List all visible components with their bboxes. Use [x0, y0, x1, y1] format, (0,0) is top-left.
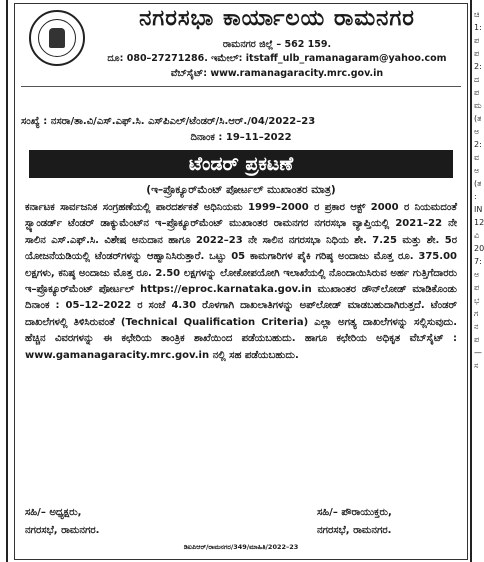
contact-line: ದೂ: 080–27271286. ಇಮೇಲ್: itstaff_ulb_ramanagaram@yahoo.com [107, 53, 447, 64]
dipr-reference-code: ಡಿಐಪಿಆರ್/ರಾಮನಗರ/349/ಮಾಹಿತಿ/2022–23 [183, 543, 299, 551]
side-fragment: ಮ [474, 101, 482, 110]
side-fragment: ಪ [474, 49, 480, 58]
notice-body: ಕರ್ನಾಟಕ ಸಾರ್ವಜನಿಕ ಸಂಗ್ರಹಣೆಯಲ್ಲಿ ಪಾರದರ್ಶಕತೆ ಅಧಿನಿಯಮ 1999–2000 ರ ಪ್ರಕಾರ ಆಕ್ಟ್ 2000 ರ ನಿಯಮದಂತೆ ಸ್ಟ್ಯಾಂಡರ್ಡ್ ಟೆಂಡರ್ ಡಾಕ್ಯುಮೆಂಟ್‌ನ ಇ–ಪ್ರೊಕ್ಯೂರ್‌ಮೆಂಟ್ ಮುಖಾಂತರ ರಾಮನಗರ ನಗರಸಭಾ ವ್ಯಾಪ್ತಿಯಲ್ಲಿ 2021–22 ನೇ ಸಾಲಿನ ಎಸ್.ಎಫ್.ಸಿ. ವಿಶೇಷ ಅನುದಾನ ಹಾಗೂ 2022–23 ನೇ ಸಾಲಿನ ನಗರಸಭಾ ನಿಧಿಯ ಶೇ. 7.25 ಮತ್ತು ಶೇ. 5ರ ಯೋಜನೆಯಡಿಯಲ್ಲಿ ಟೆಂಡರ್‌ಗಳನ್ನು ಆಹ್ವಾನಿಸಿರುತ್ತಾರೆ. ಒಟ್ಟು 05 ಕಾಮಗಾರಿಗಳ ಪೈಕಿ ಗರಿಷ್ಠ ಅಂದಾಜು ಮೊತ್ತ ರೂ. 375.00 ಲಕ್ಷಗಳು, ಕನಿಷ್ಠ ಅಂದಾಜು ಮೊತ್ತ ರೂ. 2.50 ಲಕ್ಷಗಳನ್ನು ಲೋಕೋಪಯೋಗಿ ಇಲಾಖೆಯಲ್ಲಿ ನೊಂದಾಯಿಸಿರುವ ಅರ್ಹ ಗುತ್ತಿಗೆದಾರರು ಇ–ಪ್ರೊಕ್ಯೂರ್‌ಮೆಂಟ್ ಪೋರ್ಟಲ್ https://eproc.karnataka.gov.in ಮುಖಾಂತರ ಡೌನ್‌ಲೋಡ್ ಮಾಡಿಕೊಂಡು ದಿನಾಂಕ : 05–12–2022 ರ ಸಂಜೆ 4.30 ರೊಳಗಾಗಿ ದಾಖಲಾತಿಗಳನ್ನು ಅಪ್‌ಲೋಡ್ ಮಾಡಬಹುದಾಗಿರುತ್ತದೆ. ಟೆಂಡರ್ ದಾಖಲೆಗಳಲ್ಲಿ ತಿಳಿಸಿರುವಂತೆ (Technical Qualification Criteria) ಎಲ್ಲಾ ಅಗತ್ಯ ದಾಖಲೆಗಳನ್ನು ಸಲ್ಲಿಸುವುದು. ಹೆಚ್ಚಿನ ವಿವರಗಳನ್ನು ಈ ಕಛೇರಿಯ ತಾಂತ್ರಿಕ ಶಾಖೆಯಿಂದ ಪಡೆಯಬಹುದು. ಹಾಗೂ ಕಛೇರಿಯ ಅಧಿಕೃತ ವೆಬ್‌ಸೈಟ್ : www.gamanagaracity.mrc.gov.in ನಲ್ಲಿ ಸಹ ಪಡೆಯಬಹುದು. [25, 202, 457, 361]
header-divider [21, 86, 461, 87]
side-fragment: ಪ [474, 283, 480, 292]
side-fragment: — [474, 348, 482, 357]
signature-chairman-office: ನಗರಸಭೆ, ರಾಮನಗರ. [25, 525, 100, 536]
side-fragment: ಸ [474, 361, 479, 370]
office-title: ನಗರಸಭಾ ಕಾರ್ಯಾಲಯ ರಾಮನಗರ [139, 6, 415, 31]
signature-chairman-title: ಸಹಿ/– ಅಧ್ಯಕ್ಷರು, [25, 507, 82, 518]
signature-commissioner [317, 504, 392, 540]
signature-commissioner-office: ನಗರಸಭೆ, ರಾಮನಗರ. [317, 525, 392, 536]
side-fragment: 20 [474, 244, 484, 253]
side-fragment: ಪ [474, 88, 480, 97]
side-fragment: ಅ [474, 270, 480, 279]
side-fragment: : [474, 192, 477, 201]
notice-banner: ಟೆಂಡರ್ ಪ್ರಕಟಣೆ [29, 150, 453, 178]
side-fragment: 2: [474, 140, 482, 149]
side-fragment: ಪ [474, 36, 480, 45]
notice-header [21, 6, 461, 84]
side-fragment: (ತ [474, 179, 482, 188]
side-fragment: ಅ [474, 166, 480, 175]
notice-date: ದಿನಾಂಕ : 19–11–2022 [190, 132, 292, 143]
side-fragment: 1: [474, 23, 482, 32]
right-column-rule [470, 0, 472, 562]
reference-number: ಸಂಖ್ಯೆ : ನಸರಾ/ತಾ.ವಿ/ಎಸ್.ಎಫ್.ಸಿ. ಎಸ್‌ಪಿಎಲ್/ಟೆಂಡರ್/ಸಿ.ಆರ್./04/2022–23 [21, 116, 316, 127]
side-fragment: ನ [474, 322, 479, 331]
government-emblem-icon [29, 10, 85, 66]
side-fragment: ಗ [474, 309, 479, 318]
side-fragment: ದ [474, 75, 480, 84]
side-fragment: ವಿ [474, 231, 480, 240]
side-fragment: IN [474, 205, 483, 214]
side-fragment: 12 [474, 218, 484, 227]
website-line: ವೆಬ್‌ಸೈಟ್: www.ramanagaracity.mrc.gov.in [170, 68, 384, 79]
district-line: ರಾಮನಗರ ಜಿಲ್ಲೆ – 562 159. [222, 39, 332, 50]
notice-subtitle: (ಇ–ಪ್ರೊಕ್ಯೂರ್‌ಮೆಂಟ್ ಪೋರ್ಟಲ್ ಮುಖಾಂತರ ಮಾತ್ರ) [146, 184, 336, 196]
side-fragment: (ತ [474, 114, 482, 123]
signature-commissioner-title: ಸಹಿ/– ಪೌರಾಯುಕ್ತರು, [317, 507, 392, 518]
side-fragment: ಚಿ [474, 10, 480, 19]
signature-chairman [25, 504, 99, 540]
side-fragment: ಭ [474, 296, 480, 305]
side-fragment: ವ [474, 153, 480, 162]
adjacent-column-fragment [474, 8, 483, 528]
side-fragment: ಪ [474, 335, 480, 344]
left-column-rule [6, 0, 8, 562]
tender-notice [14, 3, 468, 560]
side-fragment: ಅ [474, 127, 480, 136]
side-fragment: 7: [474, 257, 482, 266]
side-fragment: 2: [474, 62, 482, 71]
